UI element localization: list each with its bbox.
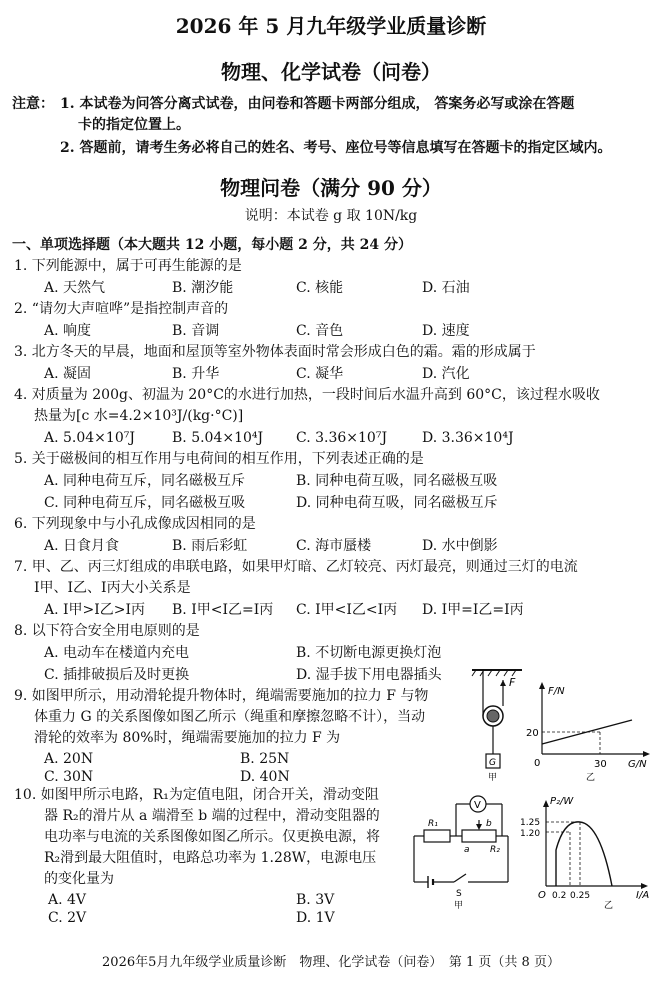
q1-option-a: A. 天然气 bbox=[44, 280, 106, 296]
fg-line bbox=[542, 720, 632, 744]
q9-option-c: C. 30N bbox=[44, 769, 94, 785]
r2-label: R₂ bbox=[490, 845, 500, 855]
pi-y-tick-2: 1.20 bbox=[520, 829, 541, 839]
q3-option-a: A. 凝固 bbox=[44, 366, 92, 382]
question-5: 5. 关于磁极间的相互作用与电荷间的相互作用，下列表述正确的是 bbox=[14, 451, 424, 467]
question-10-cont-1: 器 R₂的滑片从 a 端滑至 b 端的过程中，滑动变阻器的 bbox=[44, 808, 380, 824]
notice-item-1-cont: 卡的指定位置上。 bbox=[78, 117, 190, 133]
question-2: 2. “请勿大声喧哗”是指控制声音的 bbox=[14, 301, 229, 317]
q6-option-a: A. 日食月食 bbox=[44, 538, 120, 554]
pi-graph bbox=[543, 800, 648, 889]
q7-option-a: A. I甲>I乙>I丙 bbox=[44, 602, 146, 618]
switch-symbol bbox=[454, 874, 466, 882]
q4-option-d: D. 3.36×10⁴J bbox=[422, 430, 514, 446]
fg-y-axis-label: F/N bbox=[548, 686, 565, 697]
notice-item-1: 1. 本试卷为问答分离式试卷，由问卷和答题卡两部分组成， 答案务必写或涂在答题 bbox=[60, 96, 575, 112]
fig9-caption-left: 甲 bbox=[488, 773, 498, 783]
q3-option-b: B. 升华 bbox=[172, 366, 220, 382]
q7-option-d: D. I甲=I乙=I丙 bbox=[422, 602, 524, 618]
exam-title: 2026 年 5 月九年级学业质量诊断 bbox=[175, 14, 487, 38]
q9-option-b: B. 25N bbox=[240, 751, 290, 767]
q10-option-a: A. 4V bbox=[48, 892, 87, 908]
question-6: 6. 下列现象中与小孔成像成因相同的是 bbox=[14, 516, 256, 532]
question-10-cont-2: 电功率与电流的关系图像如图乙所示。仅更换电源，将 bbox=[44, 829, 380, 845]
fg-origin: 0 bbox=[534, 758, 541, 769]
q10-option-d: D. 1V bbox=[296, 910, 335, 926]
question-10-cont-4: 的变化量为 bbox=[44, 871, 114, 887]
r1-label: R₁ bbox=[428, 819, 438, 829]
q4-option-a: A. 5.04×10⁷J bbox=[44, 430, 135, 446]
question-9: 9. 如图甲所示，用动滑轮提升物体时，绳端需要施加的拉力 F 与物 bbox=[14, 688, 429, 704]
fg-x-axis-label: G/N bbox=[628, 759, 647, 770]
question-1: 1. 下列能源中，属于可再生能源的是 bbox=[14, 258, 242, 274]
q9-option-d: D. 40N bbox=[240, 769, 290, 785]
fg-x-tick: 30 bbox=[594, 759, 607, 770]
q5-option-b: B. 同种电荷互吸，同名磁极互吸 bbox=[296, 473, 498, 489]
q8-option-d: D. 湿手拔下用电器插头 bbox=[296, 667, 442, 683]
page-footer: 2026年5月九年级学业质量诊断 物理、化学试卷（问卷） 第 1 页（共 8 页） bbox=[102, 955, 560, 970]
q2-option-d: D. 速度 bbox=[422, 323, 470, 339]
pi-y-axis-label: P₂/W bbox=[550, 796, 574, 807]
q8-option-b: B. 不切断电源更换灯泡 bbox=[296, 645, 442, 661]
pi-curve bbox=[556, 822, 612, 886]
q5-option-c: C. 同种电荷互斥，同名磁极互吸 bbox=[44, 495, 246, 511]
r2-rheostat bbox=[462, 830, 496, 842]
q4-option-b: B. 5.04×10⁴J bbox=[172, 430, 264, 446]
q5-option-d: D. 同种电荷互吸，同名磁极互斥 bbox=[296, 495, 498, 511]
pi-x-tick-2: 0.25 bbox=[570, 891, 591, 901]
part-title: 一、单项选择题（本大题共 12 小题，每小题 2 分，共 24 分） bbox=[12, 237, 412, 253]
q9-option-a: A. 20N bbox=[44, 751, 94, 767]
q8-option-a: A. 电动车在楼道内充电 bbox=[44, 645, 190, 661]
switch-label: S bbox=[456, 889, 462, 899]
q10-option-c: C. 2V bbox=[48, 910, 87, 926]
q1-option-d: D. 石油 bbox=[422, 280, 470, 296]
notice-label: 注意： bbox=[12, 96, 54, 112]
question-4: 4. 对质量为 200g、初温为 20°C的水进行加热，一段时间后水温升高到 60°C，该过程水吸收 bbox=[14, 387, 600, 403]
rheostat-end-a: a bbox=[464, 845, 470, 855]
fig10-caption-left: 甲 bbox=[454, 901, 464, 911]
q6-option-c: C. 海市蜃楼 bbox=[296, 538, 372, 554]
section-note: 说明：本试卷 g 取 10N/kg bbox=[244, 208, 418, 224]
force-label: F bbox=[509, 676, 516, 689]
rheostat-end-b: b bbox=[486, 819, 492, 829]
pi-y-tick-1: 1.25 bbox=[520, 818, 541, 828]
q2-option-c: C. 音色 bbox=[296, 323, 344, 339]
pi-origin: O bbox=[538, 890, 546, 901]
weight-label: G bbox=[489, 758, 496, 768]
pi-x-tick-1: 0.2 bbox=[552, 891, 567, 901]
r1-resistor bbox=[424, 830, 450, 842]
q6-option-b: B. 雨后彩虹 bbox=[172, 538, 248, 554]
q7-option-b: B. I甲<I乙=I丙 bbox=[172, 602, 274, 618]
q1-option-b: B. 潮汐能 bbox=[172, 280, 234, 296]
question-8: 8. 以下符合安全用电原则的是 bbox=[14, 623, 200, 639]
q10-figure bbox=[404, 790, 660, 911]
fig10-caption-right: 乙 bbox=[604, 901, 614, 911]
question-7-cont: I甲、I乙、I丙大小关系是 bbox=[34, 580, 191, 596]
q5-option-a: A. 同种电荷互斥，同名磁极互斥 bbox=[44, 473, 246, 489]
q2-option-a: A. 响度 bbox=[44, 323, 92, 339]
q7-option-c: C. I甲<I乙<I丙 bbox=[296, 602, 398, 618]
question-9-cont-2: 滑轮的效率为 80%时，绳端需要施加的拉力 F 为 bbox=[34, 730, 341, 746]
question-3: 3. 北方冬天的早晨，地面和屋顶等室外物体表面时常会形成白色的霜。霜的形成属于 bbox=[14, 344, 536, 360]
question-10: 10. 如图甲所示电路，R₁为定值电阻，闭合开关，滑动变阻 bbox=[14, 787, 379, 803]
q1-option-c: C. 核能 bbox=[296, 280, 344, 296]
question-4-cont: 热量为[c 水=4.2×10³J/(kg·°C)] bbox=[34, 408, 244, 424]
q6-option-d: D. 水中倒影 bbox=[422, 538, 498, 554]
q3-option-d: D. 汽化 bbox=[422, 366, 470, 382]
exam-subtitle: 物理、化学试卷（问卷） bbox=[221, 60, 441, 84]
q3-option-c: C. 凝华 bbox=[296, 366, 344, 382]
question-9-cont-1: 体重力 G 的关系图像如图乙所示（绳重和摩擦忽略不计），当动 bbox=[34, 709, 426, 725]
fig9-caption-right: 乙 bbox=[586, 773, 596, 783]
question-7: 7. 甲、乙、丙三灯组成的串联电路，如果甲灯暗、乙灯较亮、丙灯最亮，则通过三灯的电流 bbox=[14, 559, 578, 575]
pi-x-axis-label: I/A bbox=[636, 890, 650, 901]
q9-figure bbox=[462, 664, 658, 782]
question-10-cont-3: R₂滑到最大阻值时，电路总功率为 1.28W，电源电压 bbox=[44, 850, 377, 866]
fg-y-tick: 20 bbox=[526, 728, 539, 739]
section-title: 物理问卷（满分 90 分） bbox=[220, 176, 442, 200]
q10-option-b: B. 3V bbox=[296, 892, 335, 908]
q2-option-b: B. 音调 bbox=[172, 323, 220, 339]
voltmeter-label: V bbox=[474, 800, 481, 811]
q4-option-c: C. 3.36×10⁷J bbox=[296, 430, 388, 446]
q8-option-c: C. 插排破损后及时更换 bbox=[44, 667, 190, 683]
circuit-diagram bbox=[414, 796, 508, 888]
notice-item-2: 2. 答题前，请考生务必将自己的姓名、考号、座位号等信息填写在答题卡的指定区域内。 bbox=[60, 140, 612, 156]
